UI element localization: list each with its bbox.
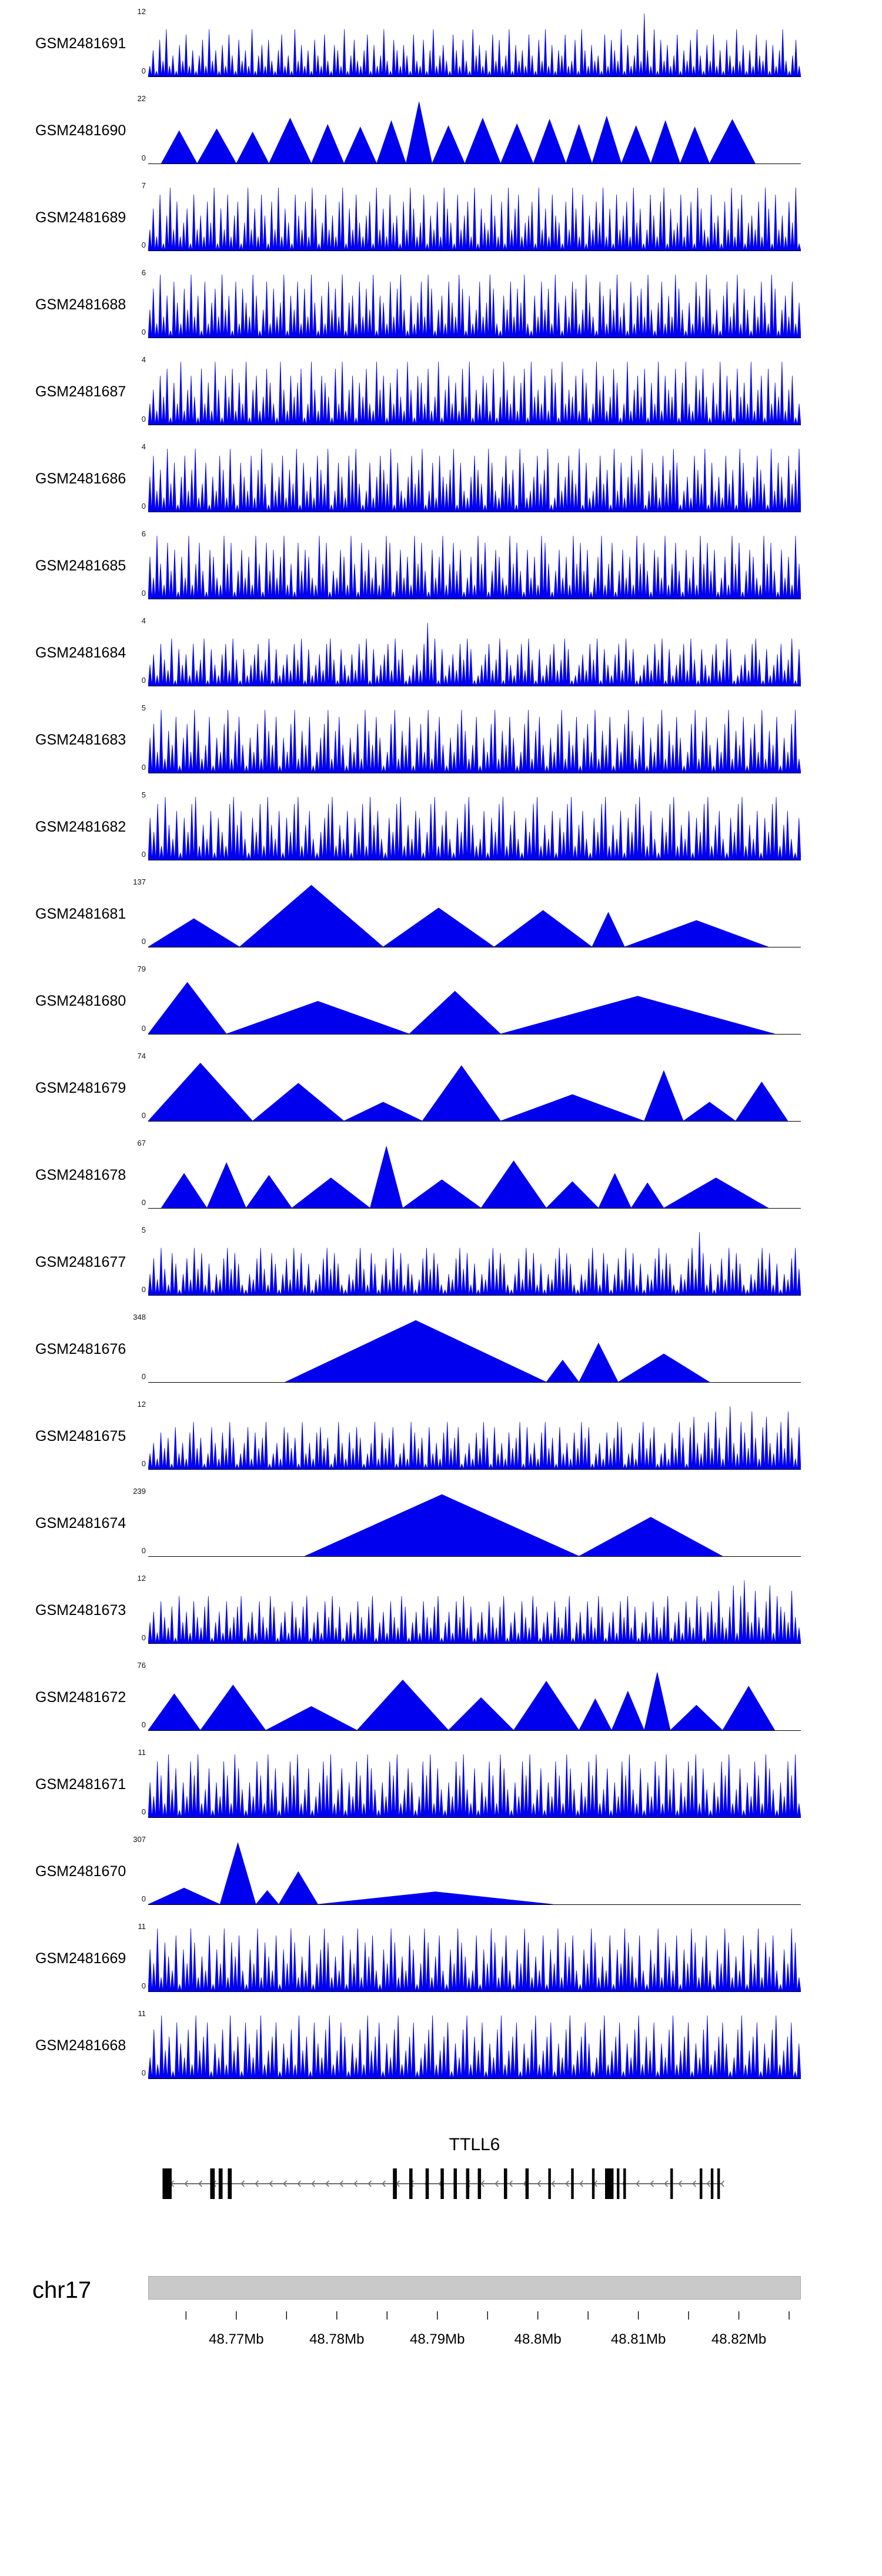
track-ymin-label: 0 (141, 589, 146, 598)
coverage-track (0, 348, 882, 435)
track-ymin-label: 0 (141, 1024, 146, 1033)
track-baseline (148, 1817, 801, 1818)
gene-model-diagram (148, 2157, 801, 2210)
track-ymax-label: 5 (141, 703, 146, 712)
track-ymin-label: 0 (141, 66, 146, 75)
track-label: GSM2481678 (35, 1167, 126, 1183)
coverage-track (0, 870, 882, 957)
track-label: GSM2481689 (35, 209, 126, 226)
track-baseline (148, 1991, 801, 1992)
track-ymin-label: 0 (141, 1981, 146, 1990)
genome-axis-panel (0, 2311, 882, 2382)
track-coverage-plot (148, 273, 801, 338)
track-ymin-label: 0 (141, 1633, 146, 1642)
track-label: GSM2481686 (35, 471, 126, 487)
track-ymax-label: 67 (137, 1139, 146, 1147)
track-ymin-label: 0 (141, 1807, 146, 1816)
track-ymax-label: 11 (138, 1922, 146, 1931)
track-ymin-label: 0 (141, 415, 146, 423)
track-ymin-label: 0 (141, 502, 146, 510)
coverage-track (0, 87, 882, 174)
track-label: GSM2481674 (35, 1515, 126, 1531)
track-coverage-plot (148, 1056, 801, 1121)
track-ymax-label: 79 (137, 965, 146, 973)
track-label: GSM2481673 (35, 1602, 126, 1619)
track-ymin-label: 0 (141, 154, 146, 162)
track-ymin-label: 0 (141, 763, 146, 772)
track-coverage-plot (148, 12, 801, 76)
track-ymin-label: 0 (141, 241, 146, 249)
track-label: GSM2481680 (35, 993, 126, 1009)
coverage-track (0, 957, 882, 1045)
coverage-track (0, 261, 882, 348)
track-ymax-label: 4 (141, 442, 146, 451)
axis-tick-label: 48.82Mb (711, 2331, 767, 2347)
coverage-track (0, 2002, 882, 2089)
track-coverage-plot (148, 1840, 801, 1904)
track-coverage-plot (148, 969, 801, 1034)
chromosome-label: chr17 (32, 2277, 92, 2303)
track-label: GSM2481668 (35, 2037, 126, 2054)
coverage-track (0, 1045, 882, 1132)
track-label: GSM2481677 (35, 1254, 126, 1270)
track-ymax-label: 348 (133, 1313, 146, 1322)
track-baseline (148, 1034, 801, 1035)
track-baseline (148, 1556, 801, 1557)
track-label: GSM2481672 (35, 1689, 126, 1706)
axis-tick-label: 48.81Mb (610, 2331, 666, 2347)
track-baseline (148, 76, 801, 77)
track-coverage-plot (148, 708, 801, 773)
track-label: GSM2481684 (35, 645, 126, 661)
track-ymax-label: 7 (141, 181, 146, 190)
track-ymax-label: 239 (133, 1487, 146, 1496)
track-ymin-label: 0 (141, 1372, 146, 1381)
track-coverage-plot (148, 1404, 801, 1469)
track-ymax-label: 6 (141, 529, 146, 538)
track-ymin-label: 0 (141, 1546, 146, 1555)
track-ymax-label: 4 (141, 616, 146, 625)
track-label: GSM2481669 (35, 1950, 126, 1967)
track-ymax-label: 11 (138, 1748, 146, 1757)
track-coverage-plot (148, 1317, 801, 1382)
track-coverage-plot (148, 1579, 801, 1643)
track-baseline (148, 1121, 801, 1122)
track-baseline (148, 1295, 801, 1296)
track-coverage-plot (148, 1491, 801, 1556)
chromosome-ideogram-bar (148, 2276, 801, 2300)
track-ymax-label: 11 (138, 2009, 146, 2018)
track-coverage-plot (148, 99, 801, 163)
track-ymin-label: 0 (141, 1720, 146, 1729)
track-label: GSM2481685 (35, 558, 126, 574)
coverage-track (0, 1567, 882, 1654)
coverage-track (0, 609, 882, 696)
coverage-track (0, 783, 882, 870)
track-ymax-label: 76 (137, 1661, 146, 1670)
track-label: GSM2481671 (35, 1776, 126, 1793)
coverage-track (0, 1393, 882, 1480)
track-coverage-plot (148, 1927, 801, 1991)
track-label: GSM2481690 (35, 122, 126, 139)
track-ymin-label: 0 (141, 850, 146, 859)
track-ymin-label: 0 (141, 2068, 146, 2077)
track-ymin-label: 0 (141, 1198, 146, 1207)
axis-tick-label: 48.79Mb (410, 2331, 465, 2347)
track-ymax-label: 12 (137, 7, 146, 16)
track-baseline (148, 1730, 801, 1731)
track-coverage-plot (148, 186, 801, 251)
coverage-track (0, 1219, 882, 1306)
track-ymin-label: 0 (141, 1111, 146, 1120)
track-ymax-label: 12 (137, 1574, 146, 1583)
coverage-track (0, 1741, 882, 1828)
axis-tick-label: 48.77Mb (209, 2331, 264, 2347)
coverage-track (0, 1828, 882, 1915)
track-baseline (148, 1469, 801, 1470)
track-coverage-plot (148, 534, 801, 599)
track-baseline (148, 1643, 801, 1644)
track-coverage-plot (148, 621, 801, 686)
track-ymin-label: 0 (141, 1285, 146, 1294)
coverage-track (0, 522, 882, 609)
coverage-track (0, 1915, 882, 2002)
track-label: GSM2481676 (35, 1341, 126, 1357)
track-label: GSM2481683 (35, 732, 126, 748)
coverage-track (0, 0, 882, 87)
axis-tick-label: 48.78Mb (309, 2331, 365, 2347)
track-ymax-label: 137 (133, 877, 146, 886)
track-ymin-label: 0 (141, 676, 146, 685)
track-ymax-label: 4 (141, 355, 146, 364)
coverage-track (0, 696, 882, 783)
axis-ticks (148, 2311, 801, 2329)
track-label: GSM2481691 (35, 35, 126, 52)
coverage-track (0, 1654, 882, 1741)
track-coverage-plot (148, 1143, 801, 1208)
track-ymax-label: 22 (137, 94, 146, 103)
track-label: GSM2481688 (35, 296, 126, 313)
coverage-track (0, 1132, 882, 1219)
gene-name-label: TTLL6 (449, 2135, 500, 2154)
track-label: GSM2481687 (35, 383, 126, 400)
track-ymin-label: 0 (141, 328, 146, 336)
track-label: GSM2481681 (35, 906, 126, 922)
track-coverage-plot (148, 360, 801, 425)
track-coverage-plot (148, 795, 801, 860)
track-baseline (148, 2078, 801, 2079)
track-coverage-plot (148, 1230, 801, 1295)
track-baseline (148, 1208, 801, 1209)
track-ymax-label: 307 (133, 1835, 146, 1844)
track-ymin-label: 0 (141, 1459, 146, 1468)
coverage-track (0, 435, 882, 522)
track-coverage-plot (148, 2014, 801, 2078)
track-baseline (148, 1382, 801, 1383)
axis-tick-label: 48.8Mb (514, 2331, 562, 2347)
coverage-track (0, 1306, 882, 1393)
track-label: GSM2481682 (35, 819, 126, 835)
track-ymax-label: 12 (137, 1400, 146, 1409)
track-label: GSM2481670 (35, 1863, 126, 1880)
track-ymax-label: 6 (141, 268, 146, 277)
track-ymax-label: 5 (141, 790, 146, 799)
gene-model-panel (0, 2129, 882, 2247)
track-label: GSM2481679 (35, 1080, 126, 1096)
track-ymax-label: 5 (141, 1226, 146, 1234)
coverage-track (0, 174, 882, 261)
coverage-track (0, 1480, 882, 1567)
track-ymin-label: 0 (141, 937, 146, 946)
track-coverage-plot (148, 1753, 801, 1817)
track-ymin-label: 0 (141, 1894, 146, 1903)
track-baseline (148, 1904, 801, 1905)
track-coverage-plot (148, 882, 801, 947)
track-ymax-label: 74 (137, 1052, 146, 1060)
track-baseline (148, 163, 801, 164)
track-coverage-plot (148, 447, 801, 512)
track-label: GSM2481675 (35, 1428, 126, 1444)
track-coverage-plot (148, 1666, 801, 1730)
